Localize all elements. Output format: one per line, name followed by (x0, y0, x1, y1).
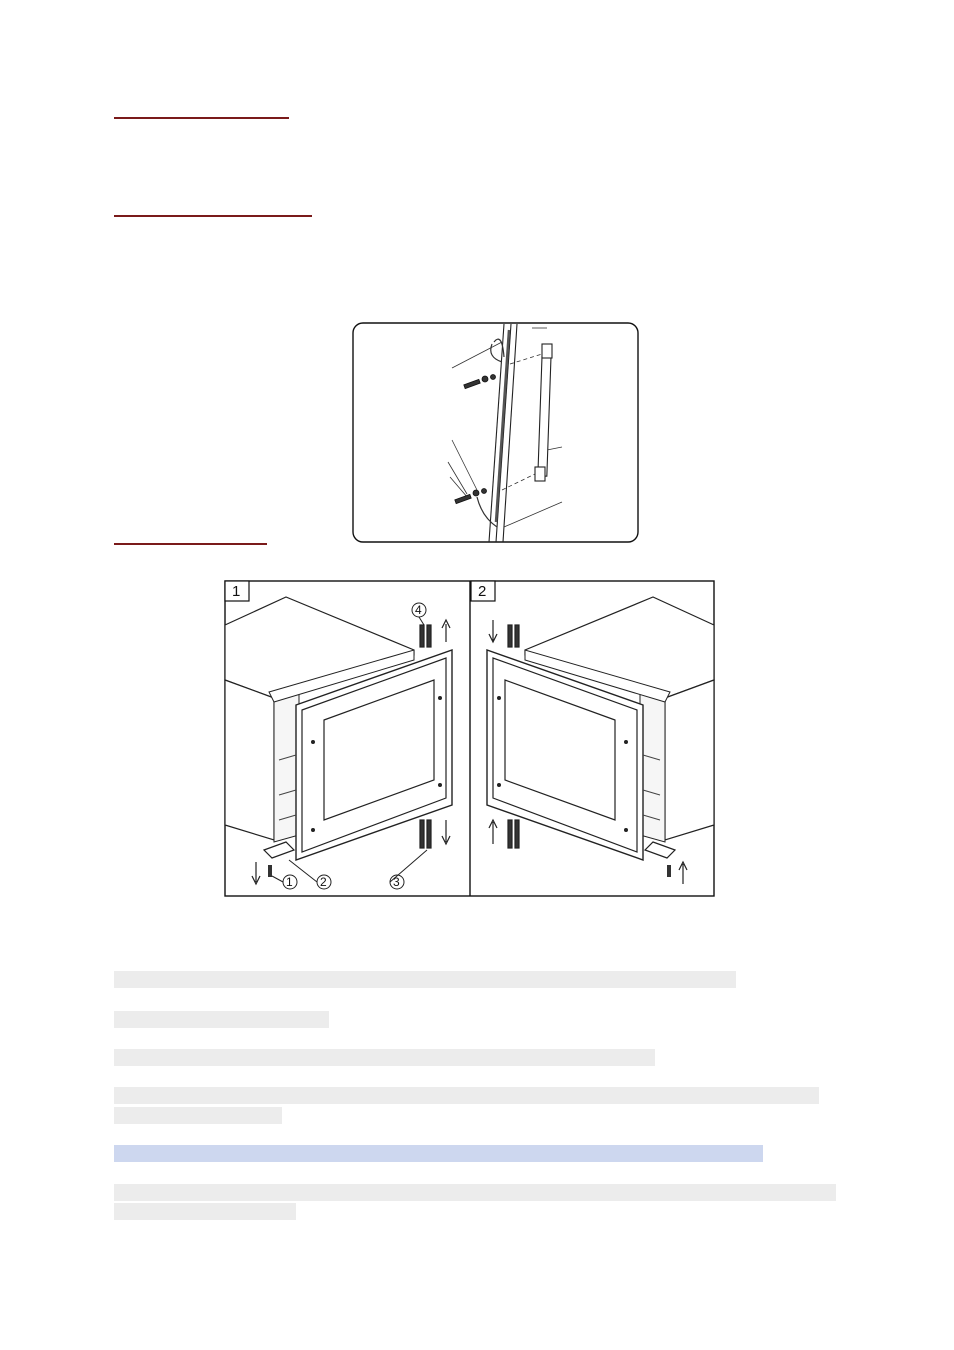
redacted-text-line (114, 1049, 655, 1066)
panel-2-number: 2 (478, 583, 487, 600)
redacted-text-line (114, 971, 736, 988)
callout-4: 4 (415, 603, 422, 617)
callout-3: 3 (393, 875, 400, 889)
handle-installation-diagram (352, 322, 640, 544)
section-heading-underline-1 (114, 117, 289, 119)
door-reversal-diagram (224, 580, 715, 897)
section-heading-underline-2 (114, 215, 312, 217)
redacted-text-line-highlighted (114, 1145, 763, 1162)
redacted-text-line (114, 1107, 282, 1124)
section-heading-underline-3 (114, 543, 267, 545)
callout-1: 1 (286, 875, 293, 889)
redacted-text-line (114, 1203, 296, 1220)
redacted-text-line (114, 1011, 329, 1028)
redacted-text-line (114, 1184, 836, 1201)
redacted-text-line (114, 1087, 819, 1104)
panel-1-number: 1 (232, 583, 241, 600)
callout-2: 2 (320, 875, 327, 889)
